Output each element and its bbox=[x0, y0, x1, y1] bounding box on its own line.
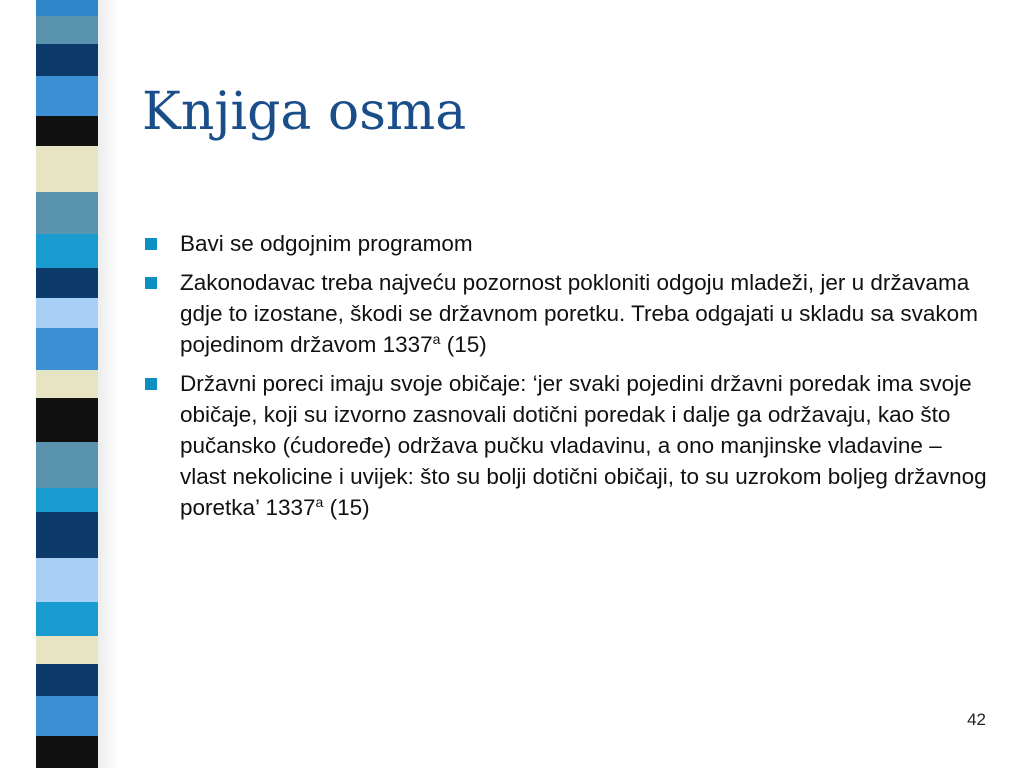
stripe-block bbox=[36, 192, 98, 234]
bullet-text: Bavi se odgojnim programom bbox=[180, 231, 473, 256]
stripe-block bbox=[36, 398, 98, 442]
stripe-block bbox=[36, 736, 98, 768]
superscript-marker: a bbox=[432, 331, 441, 347]
square-bullet-icon bbox=[145, 238, 157, 250]
bullet-text-suffix: (15) bbox=[440, 332, 487, 357]
stripe-block bbox=[36, 328, 98, 370]
square-bullet-icon bbox=[145, 277, 157, 289]
stripe-block bbox=[36, 116, 98, 146]
superscript-marker: a bbox=[315, 494, 324, 510]
stripe-block bbox=[36, 0, 98, 16]
page-number: 42 bbox=[967, 710, 986, 729]
stripe-block bbox=[36, 488, 98, 512]
stripe-block bbox=[36, 298, 98, 328]
stripe-block bbox=[36, 234, 98, 268]
bullet-text: Zakonodavac treba najveću pozornost pokloniti odgoju mladeži, jer u državama gdje to izostane, škodi se državnom poretku. Treba odgajati u skladu sa svakom pojedinom državom 1337 bbox=[180, 270, 978, 357]
stripe-block bbox=[36, 442, 98, 488]
bullet-text: Državni poreci imaju svoje običaje: ‘jer svaki pojedini državni poredak ima svoje običaje, koji su izvorno zasnovali dotični poredak i dalje ga održavaju, kao što pučansko (ćudoređe) održava pučku vladavinu, a ono manjinske vladavine – vlast nekolicine i uvijek: što su bolji dotični običaji, to su uzrokom boljeg državnog poretka’ 1337 bbox=[180, 371, 987, 520]
stripe-block bbox=[36, 146, 98, 192]
square-bullet-icon bbox=[145, 378, 157, 390]
slide-title: Knjiga osma bbox=[142, 82, 467, 142]
bullet-item bbox=[145, 228, 990, 259]
stripe-block bbox=[36, 664, 98, 696]
stripe-block bbox=[36, 602, 98, 636]
stripe-block bbox=[36, 76, 98, 116]
stripe-block bbox=[36, 16, 98, 44]
stripe-block bbox=[36, 44, 98, 76]
stripe-block bbox=[36, 696, 98, 736]
bullet-item bbox=[145, 267, 990, 360]
bullet-list bbox=[145, 228, 990, 531]
bullet-text-suffix: (15) bbox=[323, 495, 370, 520]
stripe-block bbox=[36, 370, 98, 398]
stripe-block bbox=[36, 636, 98, 664]
stripe-band-graphic bbox=[36, 0, 98, 768]
stripe-block bbox=[36, 558, 98, 602]
bullet-item bbox=[145, 368, 990, 523]
stripe-block bbox=[36, 512, 98, 558]
stripe-block bbox=[36, 268, 98, 298]
decorative-stripe-band bbox=[36, 0, 98, 768]
